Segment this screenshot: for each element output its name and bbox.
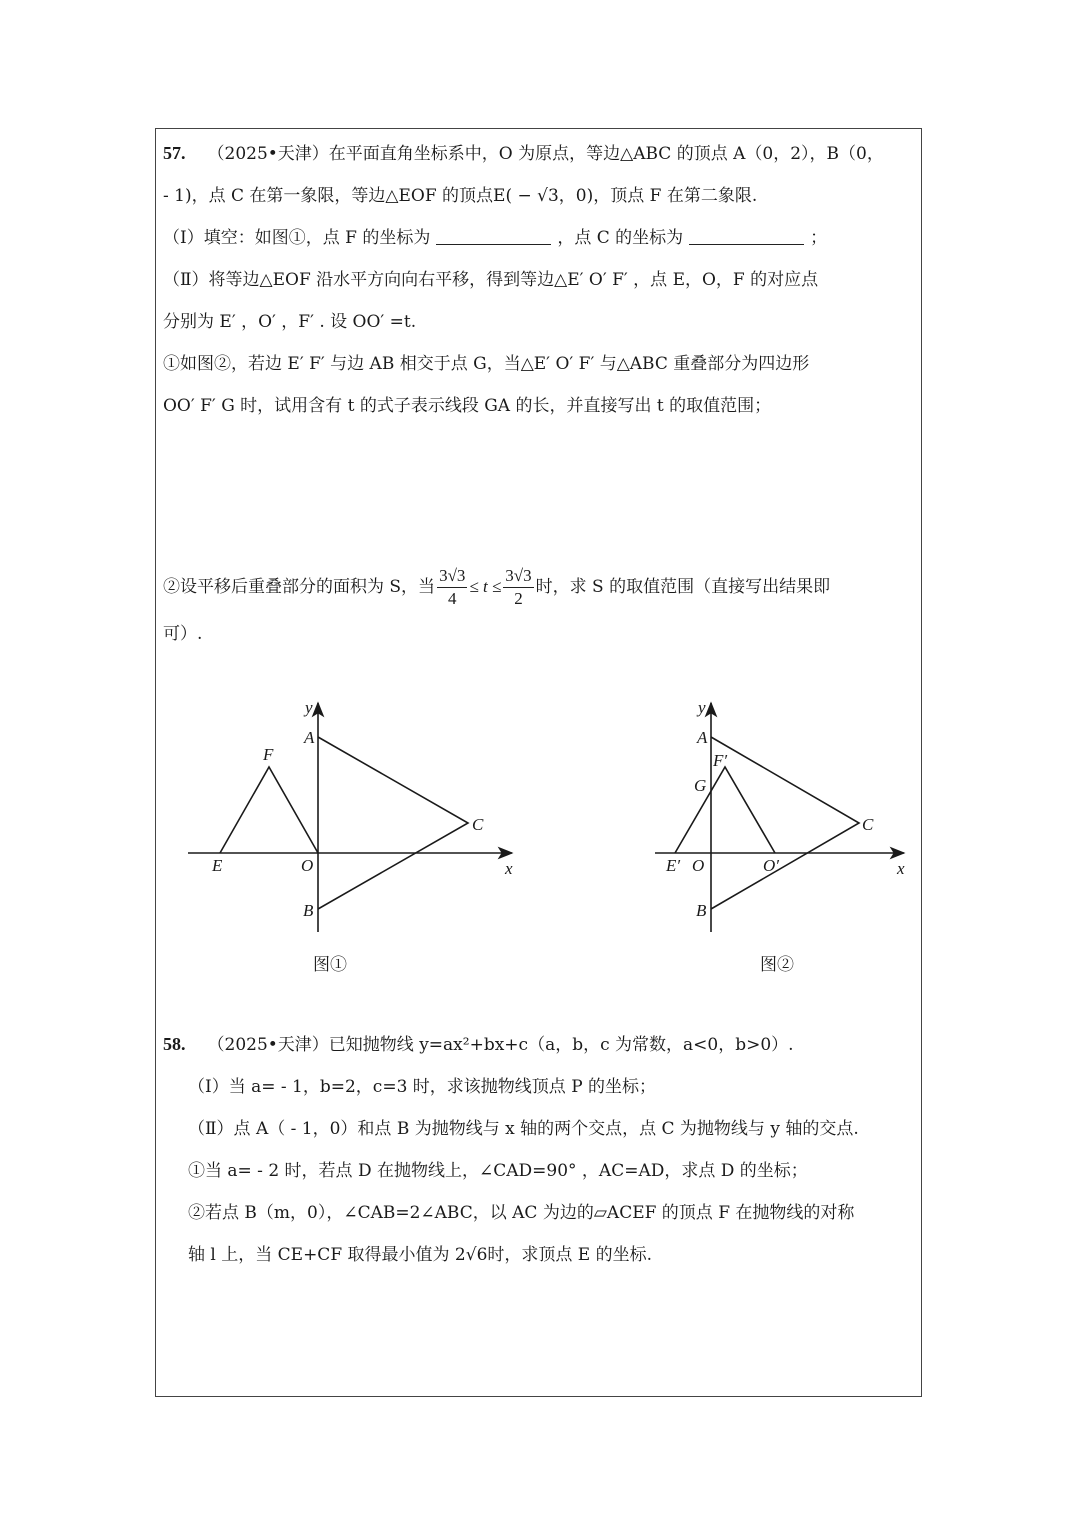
triangle-abc: [711, 737, 859, 909]
label-o: O: [301, 856, 314, 875]
p57-sub2-line1: [163, 563, 830, 611]
fraction-numerator: 3√3: [437, 565, 467, 588]
label-a: A: [697, 728, 708, 747]
figure-1-diagram: [180, 690, 530, 940]
label-g: G: [694, 776, 707, 795]
p57-sub2-line2: 可）.: [163, 624, 203, 644]
p58-number: 58.: [163, 1034, 186, 1054]
p57-source: （2025•天津）: [207, 144, 329, 164]
p57-sub2-prefix: ②设平移后重叠部分的面积为 S，当: [163, 577, 436, 597]
p57-sub1-line2: OO′ F′ G 时，试用含有 t 的式子表示线段 GA 的长，并直接写出 t 的取值范围；: [163, 396, 772, 416]
label-x: x: [505, 859, 513, 878]
label-c: C: [862, 815, 874, 834]
label-y: y: [305, 698, 313, 717]
p57-part1-suffix: ；: [810, 228, 828, 248]
answer-blank-f[interactable]: [436, 226, 551, 245]
p58-part1: （Ⅰ）当 a= - 1，b=2，c=3 时，求该抛物线顶点 P 的坐标；: [188, 1077, 657, 1097]
label-o: O: [692, 856, 705, 875]
fraction-denominator: 2: [514, 589, 523, 608]
p58-sub2-line2: 轴 l 上，当 CE+CF 取得最小值为 2√6时，求顶点 E 的坐标.: [188, 1245, 653, 1265]
p58-line1: [163, 1032, 794, 1057]
label-e: E: [212, 856, 223, 875]
label-c: C: [472, 815, 484, 834]
figure-1-caption: 图①: [313, 955, 347, 975]
label-a: A: [304, 728, 315, 747]
p58-sub2-line1: ②若点 B（m，0），∠CAB=2∠ABC，以 AC 为边的▱ACEF 的顶点 F 在抛物线的对称: [188, 1203, 855, 1223]
figure-2-diagram: [645, 690, 915, 940]
p57-number: 57.: [163, 143, 186, 163]
label-o-prime: O′: [763, 856, 779, 875]
label-f-prime: F′: [713, 751, 728, 770]
label-x: x: [897, 859, 905, 878]
p57-text1: 在平面直角坐标系中，O 为原点，等边△ABC 的顶点 A（0，2），B（0，: [328, 144, 884, 164]
triangle-abc: [318, 737, 468, 909]
p57-sub1-line1: ①如图②，若边 E′ F′ 与边 AB 相交于点 G，当△E′ O′ F′ 与△ABC 重叠部分为四边形: [163, 354, 810, 374]
fraction-numerator: 3√3: [503, 565, 533, 588]
fraction-denominator: 4: [447, 589, 457, 608]
p57-part2-line1: （Ⅱ）将等边△EOF 沿水平方向向右平移，得到等边△E′ O′ F′ ，点 E，O，F 的对应点: [163, 270, 819, 290]
fraction-upper-bound: [503, 565, 533, 610]
p58-source: （2025•天津）: [207, 1035, 329, 1055]
label-y: y: [698, 698, 706, 717]
label-e-prime: E′: [666, 856, 681, 875]
triangle-e-o-f-prime: [675, 767, 775, 853]
triangle-eof: [220, 767, 318, 853]
label-f: F: [263, 745, 274, 764]
p58-part2: （Ⅱ）点 A（ - 1，0）和点 B 为抛物线与 x 轴的两个交点，点 C 为抛物线与 y 轴的交点.: [188, 1119, 859, 1139]
p57-sub2-suffix: 时，求 S 的取值范围（直接写出结果即: [535, 577, 831, 597]
p57-line2: - 1)，点 C 在第一象限，等边△EOF 的顶点E( − √3，0)，顶点 F 在第二象限.: [163, 186, 758, 206]
figure-2-caption: 图②: [760, 955, 794, 975]
p57-line1: [163, 141, 884, 166]
p57-part1: [163, 226, 827, 250]
p57-part2-line2: 分别为 E′ ，O′ ，F′ . 设 OO′ =t.: [163, 312, 417, 332]
label-b: B: [303, 901, 314, 920]
label-b: B: [696, 901, 707, 920]
p57-part1-mid: ，点 C 的坐标为: [557, 228, 684, 248]
inequality: ≤ t ≤: [469, 577, 502, 596]
fraction-lower-bound: [437, 565, 467, 610]
p57-part1-prefix: （Ⅰ）填空：如图①，点 F 的坐标为: [163, 228, 431, 248]
p58-sub1: ①当 a= - 2 时，若点 D 在抛物线上，∠CAD=90° ，AC=AD，求点 D 的坐标；: [188, 1161, 808, 1181]
answer-blank-c[interactable]: [689, 226, 804, 245]
p58-text1: 已知抛物线 y=ax²+bx+c（a，b，c 为常数，a<0，b>0）.: [328, 1035, 794, 1055]
